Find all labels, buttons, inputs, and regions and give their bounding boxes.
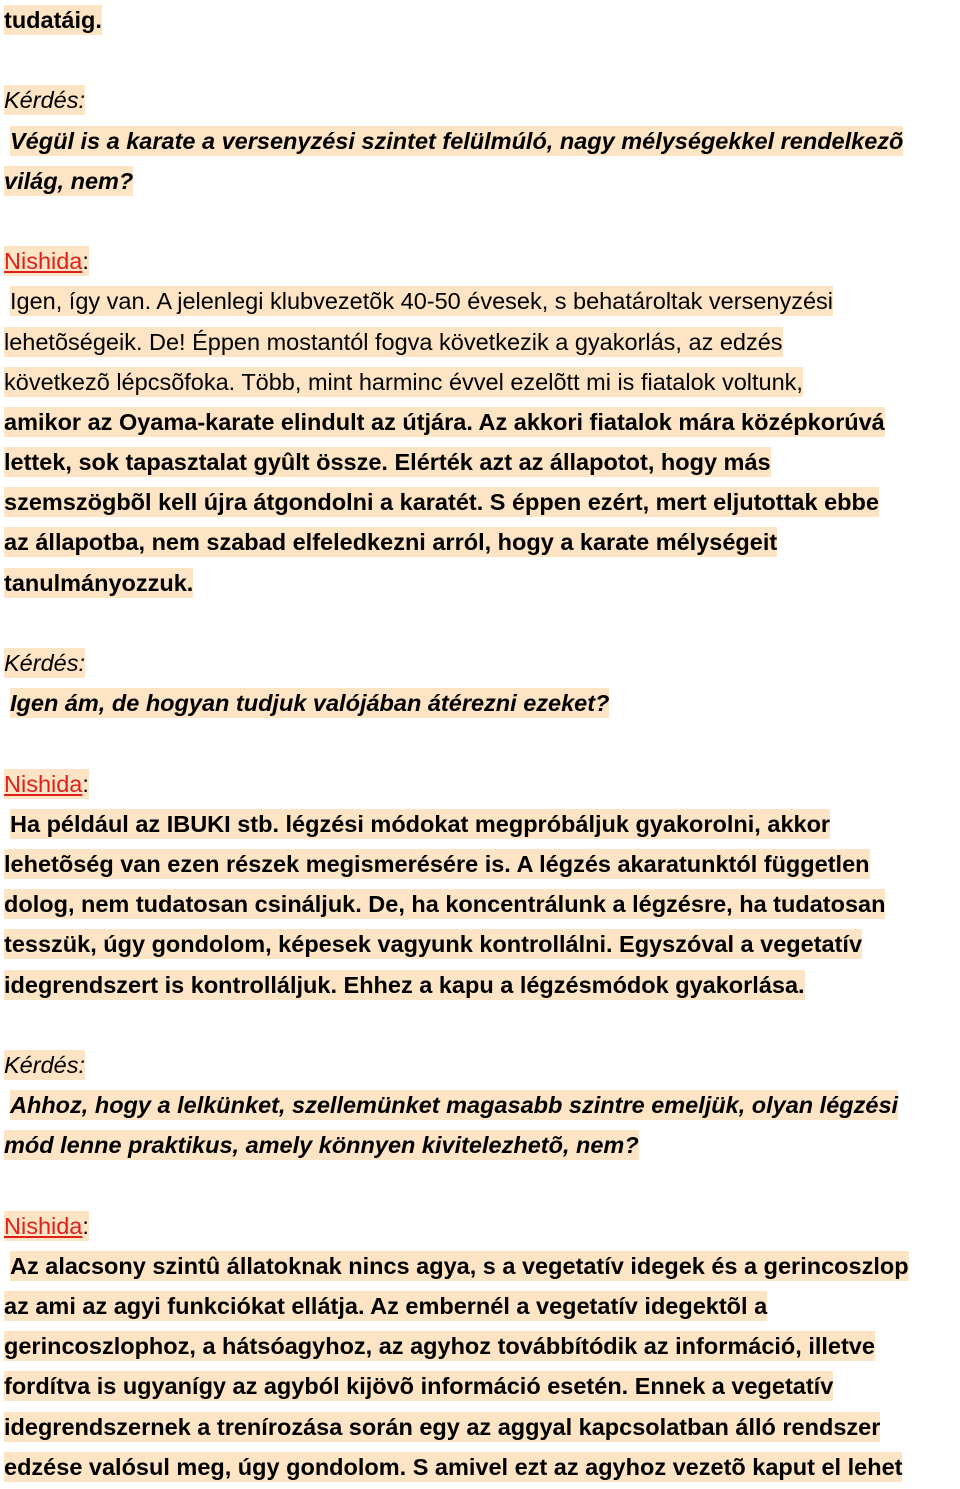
answer-text-line: Az alacsony szintû állatoknak nincs agya, s a vegetatív idegek és a gerincoszlop <box>10 1252 909 1279</box>
answer-text-line: Ha például az IBUKI stb. légzési módokat megpróbáljuk gyakorolni, akkor <box>10 810 831 837</box>
paragraph-gap <box>4 723 956 763</box>
question-label: Kérdés: <box>4 1051 85 1078</box>
paragraph-gap <box>4 201 956 241</box>
answer-text-line: gerincoszlophoz, a hátsóagyhoz, az agyhoz továbbítódik az információ, illetve <box>4 1333 875 1360</box>
paragraph-gap <box>4 603 956 643</box>
answer-text-line: tesszük, úgy gondolom, képesek vagyunk kontrollálni. Egyszóval a vegetatív <box>4 931 863 958</box>
question-text-line: mód lenne praktikus, amely könnyen kivitelezhetõ, nem? <box>4 1132 639 1159</box>
question-text-line: világ, nem? <box>4 167 134 194</box>
paragraph-gap <box>4 1165 956 1205</box>
question-text-line: Igen ám, de hogyan tudjuk valójában átérezni ezeket? <box>10 690 610 717</box>
answer-text-line: dolog, nem tudatosan csináljuk. De, ha koncentrálunk a légzésre, ha tudatosan <box>4 891 886 918</box>
speaker-label: Nishida: <box>4 1212 89 1239</box>
question-label: Kérdés: <box>4 87 85 114</box>
answer-text-line: következõ lépcsõfoka. Több, mint harminc évvel ezelõtt mi is fiatalok voltunk, <box>4 368 803 395</box>
speaker-name: Nishida <box>4 1212 83 1239</box>
paragraph-gap <box>4 40 956 80</box>
answer-text-line: idegrendszernek a trenírozása során egy az aggyal kapcsolatban álló rendszer <box>4 1413 881 1440</box>
answer-text-line: edzése valósul meg, úgy gondolom. S amivel ezt az agyhoz vezetõ kaput el lehet <box>4 1453 903 1480</box>
speaker-label: Nishida: <box>4 248 89 275</box>
answer-text-line: az állapotba, nem szabad elfeledkezni arról, hogy a karate mélységeit <box>4 529 778 556</box>
answer-text-line: tanulmányozzuk. <box>4 569 194 596</box>
answer-text-line: az ami az agyi funkciókat ellátja. Az embernél a vegetatív idegektõl a <box>4 1293 768 1319</box>
speaker-name: Nishida <box>4 770 83 797</box>
speaker-label: Nishida: <box>4 770 89 797</box>
speaker-name: Nishida <box>4 248 83 275</box>
answer-text-line: szemszögbõl kell újra átgondolni a karatét. S éppen ezért, mert eljutottak ebbe <box>4 489 879 516</box>
answer-text-line: Igen, így van. A jelenlegi klubvezetõk 40-50 évesek, s behatároltak versenyzési <box>10 288 833 315</box>
question-text-line: Ahhoz, hogy a lelkünket, szellemünket magasabb szintre emeljük, olyan légzési <box>10 1092 899 1119</box>
answer-text-line: fordítva is ugyanígy az agyból kijövõ információ esetén. Ennek a vegetatív <box>4 1373 834 1400</box>
answer-text-line: amikor az Oyama-karate elindult az útjára. Az akkori fiatalok mára középkorúvá <box>4 408 885 435</box>
answer-text-line: lettek, sok tapasztalat gyûlt össze. Elérték azt az állapotot, hogy más <box>4 449 771 476</box>
question-text-line: Végül is a karate a versenyzési szintet felülmúló, nagy mélységekkel rendelkezõ <box>10 127 904 154</box>
answer-text-line: idegrendszert is kontrolláljuk. Ehhez a kapu a légzésmódok gyakorlása. <box>4 971 805 998</box>
question-label: Kérdés: <box>4 650 85 676</box>
answer-text-line: lehetõség van ezen részek megismerésére is. A légzés akaratunktól független <box>4 850 870 877</box>
text-line: tudatáig. <box>4 7 102 33</box>
answer-text-line: lehetõségeik. De! Éppen mostantól fogva következik a gyakorlás, az edzés <box>4 328 783 355</box>
document-page <box>4 0 956 1487</box>
paragraph-gap <box>4 1005 956 1045</box>
